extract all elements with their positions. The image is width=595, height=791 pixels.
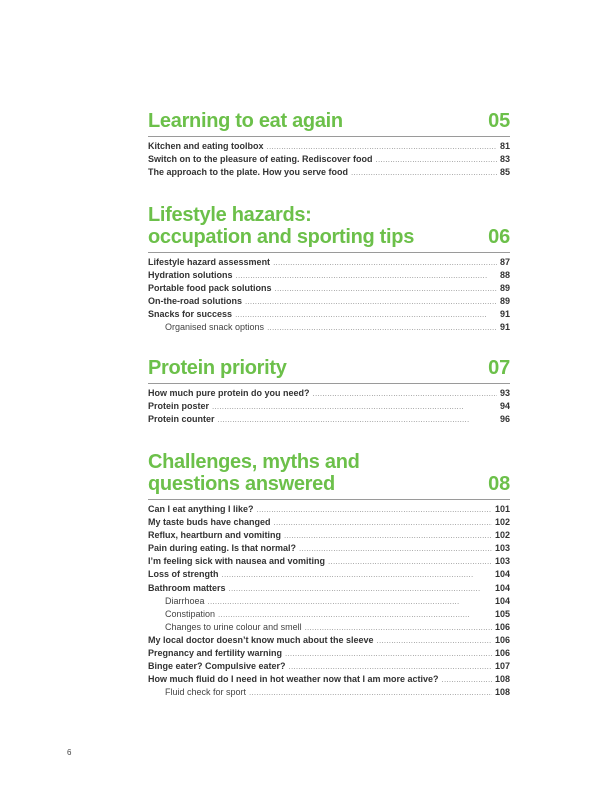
entry-label: Hydration solutions (148, 270, 233, 281)
entry-page-number: 104 (494, 569, 510, 580)
toc-entry (148, 282, 510, 295)
dot-leader (377, 634, 492, 647)
toc-entry (148, 582, 510, 595)
entry-label: I’m feeling sick with nausea and vomiting (148, 556, 326, 567)
section-title-line: Protein priority (148, 357, 287, 379)
toc-subentry (148, 686, 510, 699)
entry-page-number: 108 (494, 674, 510, 685)
entry-label: On-the-road solutions (148, 296, 242, 307)
dot-leader (275, 282, 497, 295)
toc-entry (148, 634, 510, 647)
toc-entry (148, 647, 510, 660)
dot-leader (218, 608, 492, 621)
entry-page-number: 91 (499, 322, 510, 333)
dot-leader (267, 140, 497, 153)
entry-label: My taste buds have changed (148, 517, 271, 528)
section-heading (148, 202, 510, 248)
toc-entry (148, 308, 510, 321)
dot-leader (305, 621, 492, 634)
page-number: 6 (67, 748, 72, 757)
section-title-line: Challenges, myths and (148, 451, 360, 473)
section-number: 05 (488, 110, 510, 132)
section-title (148, 110, 343, 132)
entry-label: Reflux, heartburn and vomiting (148, 530, 282, 541)
toc-entry (148, 555, 510, 568)
entry-label: How much pure protein do you need? (148, 388, 310, 398)
entry-page-number: 103 (494, 556, 510, 567)
dot-leader (229, 582, 492, 595)
toc-entry (148, 542, 510, 555)
entry-page-number: 89 (499, 296, 510, 307)
entry-label: Diarrhoea (165, 595, 205, 606)
section-heading (148, 355, 510, 379)
dot-leader (313, 387, 497, 400)
dot-leader (235, 308, 497, 321)
section-heading (148, 449, 510, 495)
entry-page-number: 104 (494, 582, 510, 593)
entry-page-number: 104 (494, 595, 510, 606)
toc-entry (148, 503, 510, 516)
toc-subentry (148, 608, 510, 621)
toc-entry (148, 400, 510, 413)
toc-section-07 (148, 355, 510, 426)
entry-page-number: 88 (499, 270, 510, 281)
dot-leader (267, 321, 497, 334)
entry-label: Pregnancy and fertility warning (148, 648, 283, 659)
dot-leader (222, 568, 492, 581)
section-divider (148, 499, 510, 500)
section-divider (148, 383, 510, 384)
toc-entry (148, 673, 510, 686)
section-number: 06 (488, 226, 510, 248)
section-heading (148, 108, 510, 132)
entry-label: Constipation (165, 608, 216, 619)
entry-page-number: 89 (499, 283, 510, 294)
entry-page-number: 83 (499, 154, 510, 165)
section-title-line: occupation and sporting tips (148, 226, 415, 248)
entry-label: Lifestyle hazard assessment (148, 257, 271, 267)
entry-label: Loss of strength (148, 569, 219, 580)
section-title (148, 451, 360, 495)
toc-subentry (148, 621, 510, 634)
dot-leader (376, 153, 497, 166)
dot-leader (249, 686, 492, 699)
section-title-line: Lifestyle hazards: (148, 204, 312, 226)
dot-leader (328, 555, 492, 568)
entry-label: Protein poster (148, 401, 210, 412)
entry-label: The approach to the plate. How you serve food (148, 167, 349, 178)
entry-page-number: 106 (494, 621, 510, 632)
entry-label: Changes to urine colour and smell (165, 621, 302, 632)
dot-leader (208, 595, 492, 608)
entry-label: Bathroom matters (148, 582, 226, 593)
section-number: 07 (488, 357, 510, 379)
entry-page-number: 102 (494, 517, 510, 528)
toc-entry (148, 529, 510, 542)
toc-entry (148, 153, 510, 166)
dot-leader (236, 269, 497, 282)
entry-label: Snacks for success (148, 309, 233, 320)
entry-label: Can I eat anything I like? (148, 504, 254, 514)
dot-leader (257, 503, 492, 516)
entry-page-number: 93 (499, 388, 510, 398)
toc-section-08 (148, 449, 510, 699)
section-number: 08 (488, 473, 510, 495)
entry-page-number: 106 (494, 648, 510, 659)
dot-leader (274, 516, 492, 529)
entry-label: Fluid check for sport (165, 687, 247, 698)
entry-page-number: 103 (494, 543, 510, 554)
entry-label: Protein counter (148, 414, 215, 425)
section-title-line: Learning to eat again (148, 110, 343, 132)
dot-leader (218, 413, 497, 426)
dot-leader (289, 660, 492, 673)
toc-entry (148, 269, 510, 282)
entry-label: Switch on to the pleasure of eating. Rediscover food (148, 154, 373, 165)
toc-entry (148, 140, 510, 153)
entry-page-number: 91 (499, 309, 510, 320)
entry-page-number: 107 (494, 661, 510, 672)
entry-label: Portable food pack solutions (148, 283, 272, 294)
dot-leader (212, 400, 497, 413)
toc-entry (148, 660, 510, 673)
entry-page-number: 108 (494, 687, 510, 698)
toc-subentry (148, 595, 510, 608)
toc-entry (148, 516, 510, 529)
entry-label: Organised snack options (165, 322, 265, 333)
entry-label: Pain during eating. Is that normal? (148, 543, 297, 554)
entry-page-number: 105 (494, 608, 510, 619)
entry-label: Binge eater? Compulsive eater? (148, 661, 286, 672)
entry-page-number: 81 (499, 141, 510, 151)
entry-page-number: 94 (499, 401, 510, 412)
dot-leader (273, 256, 497, 269)
dot-leader (442, 673, 492, 686)
toc-entry (148, 256, 510, 269)
entry-page-number: 87 (499, 257, 510, 267)
toc-subentry (148, 321, 510, 334)
section-title (148, 204, 414, 248)
dot-leader (284, 529, 492, 542)
toc-entry (148, 387, 510, 400)
dot-leader (245, 295, 497, 308)
entry-page-number: 106 (494, 634, 510, 645)
toc-entry (148, 295, 510, 308)
toc-entry (148, 568, 510, 581)
entry-label: Kitchen and eating toolbox (148, 141, 264, 151)
entry-page-number: 102 (494, 530, 510, 541)
section-title (148, 357, 287, 379)
section-divider (148, 136, 510, 137)
toc-entry (148, 413, 510, 426)
entry-page-number: 101 (494, 504, 510, 514)
toc-entry (148, 166, 510, 179)
dot-leader (285, 647, 492, 660)
entry-page-number: 85 (499, 167, 510, 178)
toc-section-05 (148, 108, 510, 179)
entry-page-number: 96 (499, 414, 510, 425)
entry-label: How much fluid do I need in hot weather now that I am more active? (148, 674, 439, 685)
section-title-line: questions answered (148, 473, 335, 495)
section-divider (148, 252, 510, 253)
toc-section-06 (148, 202, 510, 335)
dot-leader (299, 542, 492, 555)
dot-leader (351, 166, 497, 179)
entry-label: My local doctor doesn’t know much about the sleeve (148, 634, 374, 645)
